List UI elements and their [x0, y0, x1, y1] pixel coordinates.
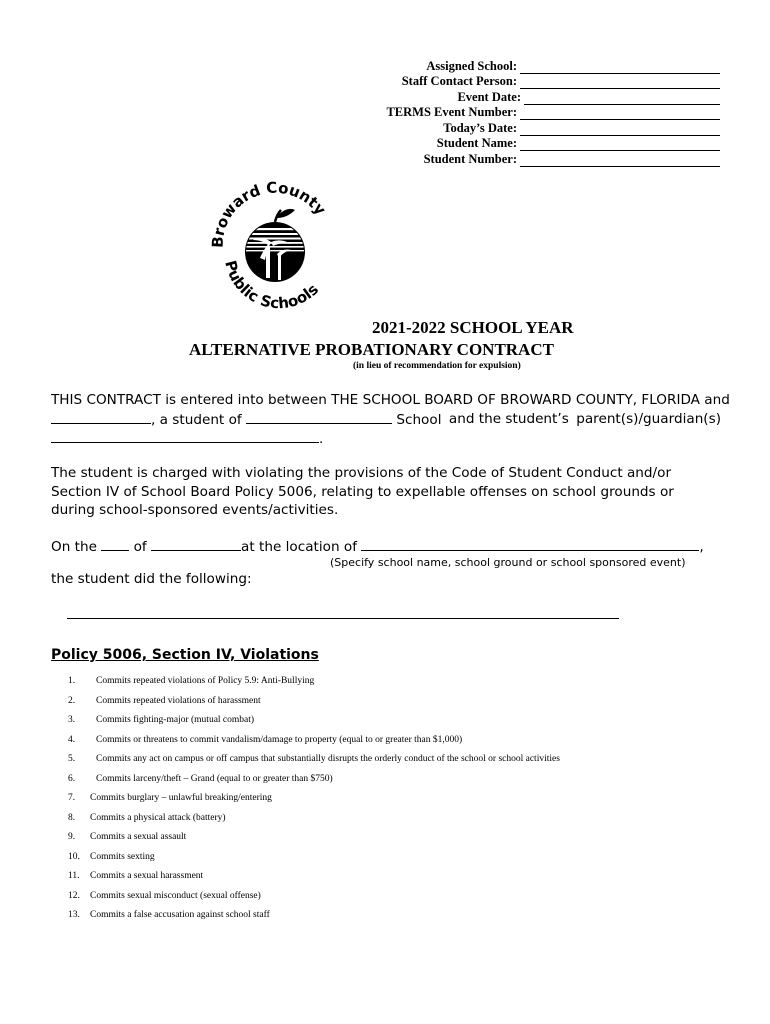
item-text: Commits a false accusation against school staff [90, 910, 270, 920]
logo-text-bottom: Public Schools [221, 258, 322, 310]
item-number: 8. [68, 812, 76, 823]
staff-contact-field[interactable] [320, 74, 720, 90]
title-school-year: 2021-2022 SCHOOL YEAR [372, 318, 574, 337]
incident-text: On the [51, 539, 97, 555]
charge-paragraph: The student is charged with violating the provisions of the Code of Student Conduct and/or Section IV of School Board Policy 5006, relating to expellable offenses on school grounds or during school-sponsored events/activities. [51, 465, 674, 518]
apple-palm-icon [243, 209, 307, 282]
school-blank[interactable] [246, 410, 392, 424]
item-text: Commits larceny/theft – Grand (equal to or greater than $750) [96, 773, 333, 784]
contract-text: School [396, 411, 442, 428]
month-blank[interactable] [151, 537, 241, 551]
item-number: 3. [68, 715, 76, 725]
field-label: Staff Contact Person: [401, 74, 517, 88]
contract-line-3 [51, 429, 721, 449]
description-blank[interactable] [67, 618, 619, 619]
field-blank[interactable] [520, 77, 720, 89]
field-label: Student Number: [423, 151, 517, 166]
item-text: Commits repeated violations of harassment [96, 695, 261, 706]
day-blank[interactable] [101, 537, 129, 551]
item-text: Commits a physical attack (battery) [90, 812, 226, 823]
todays-date-field[interactable] [320, 120, 720, 136]
field-label: Event Date: [457, 89, 521, 104]
incident-text: of [133, 539, 147, 555]
guardian-blank[interactable] [51, 429, 319, 443]
item-text: Commits burglary – unlawful breaking/entering [90, 793, 272, 803]
title-note: (in lieu of recommendation for expulsion) [353, 361, 521, 371]
incident-text: , [699, 539, 704, 555]
incident-text: at the location of [241, 539, 358, 555]
student-name-field[interactable] [320, 136, 720, 152]
item-number: 6. [68, 773, 76, 784]
incident-line [51, 537, 721, 557]
terms-event-number-field[interactable] [320, 105, 720, 121]
item-number: 10. [68, 851, 80, 862]
item-text: Commits sexual misconduct (sexual offense) [90, 890, 261, 901]
event-date-field[interactable] [320, 89, 720, 105]
field-label: Assigned School: [426, 58, 517, 73]
contract-text: THIS CONTRACT is entered into between THE SCHOOL BOARD OF BROWARD COUNTY, FLORIDA and [51, 392, 730, 408]
field-label: TERMS Event Number: [386, 105, 517, 119]
item-text: Commits a sexual harassment [90, 871, 204, 881]
item-text: Commits a sexual assault [90, 832, 187, 842]
location-note: (Specify school name, school ground or school sponsored event) [330, 556, 686, 569]
field-blank[interactable] [520, 108, 720, 120]
field-blank[interactable] [520, 139, 720, 151]
field-blank[interactable] [524, 93, 720, 105]
item-text: Commits repeated violations of Policy 5.9: Anti-Bullying [96, 676, 315, 686]
field-blank[interactable] [520, 155, 720, 167]
item-number: 13. [68, 910, 80, 920]
title-contract: ALTERNATIVE PROBATIONARY CONTRACT [189, 340, 554, 359]
contract-paragraph [51, 391, 730, 449]
item-number: 9. [68, 832, 76, 842]
contract-line-2 [51, 410, 721, 430]
field-blank[interactable] [520, 124, 720, 136]
header-fields [320, 58, 720, 167]
contract-text: parent(s)/guardian(s) [576, 410, 721, 427]
student-blank[interactable] [51, 410, 151, 424]
violations-heading: Policy 5006, Section IV, Violations [51, 647, 319, 663]
item-number: 2. [68, 695, 76, 706]
item-text: Commits any act on campus or off campus that substantially disrupts the orderly conduct of the school or school activities [96, 754, 560, 764]
item-number: 4. [68, 734, 76, 745]
contract-line-1 [51, 391, 730, 410]
item-text: Commits fighting-major (mutual combat) [96, 715, 255, 725]
item-number: 7. [68, 793, 76, 803]
assigned-school-field[interactable] [320, 58, 720, 74]
student-number-field[interactable] [320, 151, 720, 167]
item-text: Commits sexting [90, 851, 155, 862]
did-following-text: the student did the following: [51, 571, 252, 587]
item-number: 1. [68, 676, 76, 686]
logo-text-top: Broward County [208, 180, 330, 249]
broward-county-public-schools-logo [205, 180, 345, 310]
item-text: Commits or threatens to commit vandalism/damage to property (equal to or greater than $1,000) [96, 734, 463, 745]
contract-text: and the student’s [448, 410, 569, 427]
contract-text: . [319, 431, 324, 447]
field-label: Today’s Date: [443, 120, 517, 135]
item-number: 5. [68, 754, 76, 764]
location-blank[interactable] [361, 537, 699, 551]
field-blank[interactable] [520, 62, 720, 74]
contract-text: , a student of [151, 411, 242, 428]
field-label: Student Name: [436, 136, 517, 150]
item-number: 11. [68, 871, 80, 881]
item-number: 12. [68, 890, 80, 901]
